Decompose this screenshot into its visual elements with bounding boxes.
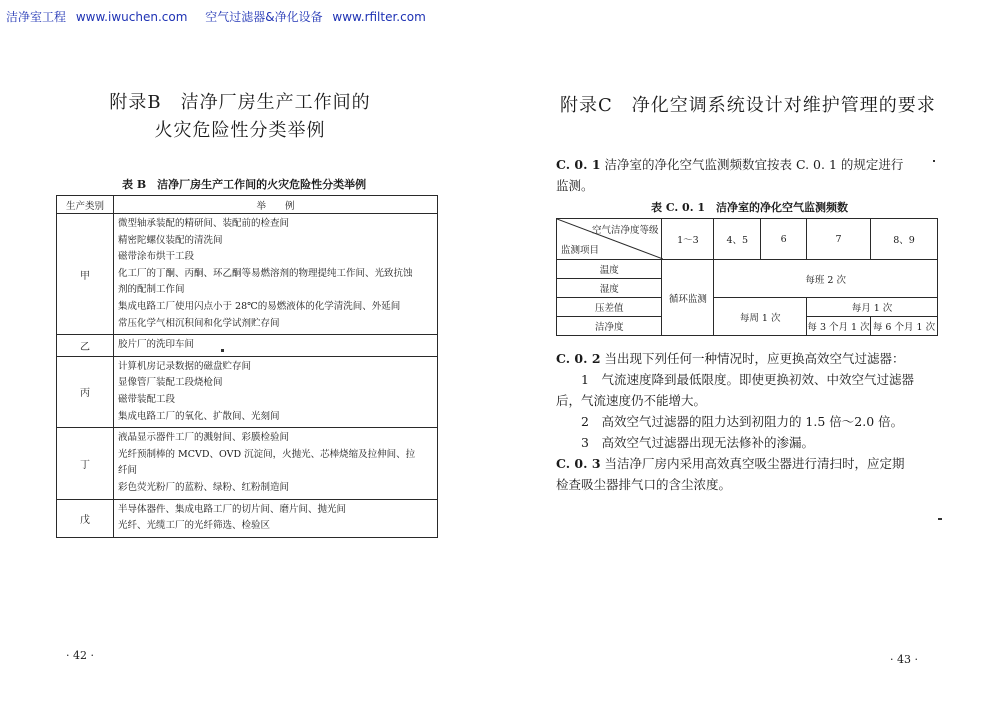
diag-level-label: 空气洁净度等级 xyxy=(591,225,659,236)
right-page xyxy=(500,0,1000,707)
table-c01-caption: 表 C. 0. 1 洁净室的净化空气监测频数 xyxy=(651,201,849,214)
example-line: 彩色荧光粉厂的蓝粉、绿粉、红粉制造间 xyxy=(118,481,290,493)
every-6-months-cell: 每 6 个月 1 次 xyxy=(871,317,938,336)
example-line: 计算机房记录数据的磁盘贮存间 xyxy=(118,360,252,372)
scan-speck xyxy=(221,349,224,352)
example-line: 常压化学气相沉积间和化学试剂贮存间 xyxy=(118,317,280,329)
item-cell: 洁净度 xyxy=(557,317,662,336)
clause-c02-intro: 当出现下列任何一种情况时，应更换高效空气过滤器： xyxy=(604,351,905,366)
example-line: 半导体器件、集成电路工厂的切片间、磨片间、抛光间 xyxy=(118,503,347,515)
cycle-monitoring-cell: 循环监测 xyxy=(662,260,714,336)
level-header: 1～3 xyxy=(662,219,714,260)
page-number-right: · 43 · xyxy=(890,653,918,666)
table-c01 xyxy=(556,218,938,336)
clause-c03-number: C. 0. 3 xyxy=(556,456,601,471)
diag-item-label: 监测项目 xyxy=(561,245,600,256)
table-b-header-examples: 举 例 xyxy=(114,196,438,214)
example-line: 精密陀螺仪装配的清洗间 xyxy=(118,234,223,246)
example-line: 集成电路工厂的氧化、扩散间、光刻间 xyxy=(118,410,280,422)
level-header: 7 xyxy=(807,219,871,260)
level-header: 8、9 xyxy=(871,219,938,260)
example-line: 纤间 xyxy=(118,465,138,477)
example-line: 微型轴承装配的精研间、装配前的检查间 xyxy=(118,218,290,229)
table-row xyxy=(57,356,438,427)
example-line: 光纤、光缆工厂的光纤筛选、检验区 xyxy=(118,520,271,532)
clause-c02-item2: 2 高效空气过滤器的阻力达到初阻力的 1.5 倍～2.0 倍。 xyxy=(581,414,904,429)
examples-cell xyxy=(114,356,438,427)
clause-c01-line2: 监测。 xyxy=(556,178,594,193)
level-header: 6 xyxy=(761,219,807,260)
per-shift-cell: 每班 2 次 xyxy=(714,260,938,298)
watermark-site1-url: www.iwuchen.com xyxy=(75,10,188,24)
weekly-cell: 每周 1 次 xyxy=(714,298,807,336)
item-cell: 温度 xyxy=(557,260,662,279)
example-line: 集成电路工厂使用闪点小于 28℃的易燃液体的化学清洗间、外延间 xyxy=(118,300,401,312)
every-3-months-cell: 每 3 个月 1 次 xyxy=(807,317,871,336)
clause-c02-item1-line1: 1 气流速度降到最低限度。即使更换初效、中效空气过滤器 xyxy=(581,372,914,387)
table-row xyxy=(57,214,438,335)
category-cell: 甲 xyxy=(57,214,114,335)
watermark-site2-url: www.rfilter.com xyxy=(332,10,426,24)
example-line: 液晶显示器件工厂的溅射间、彩膜检验间 xyxy=(118,432,290,444)
scan-speck xyxy=(938,518,942,520)
appendix-b-title-line1: 附录B 洁净厂房生产工作间的 xyxy=(109,92,371,113)
appendix-b-title-line2: 火灾危险性分类举例 xyxy=(154,120,326,141)
table-row xyxy=(57,499,438,537)
table-row xyxy=(557,298,938,317)
table-c01-header-row xyxy=(557,219,938,260)
example-line: 胶片厂的洗印车间 xyxy=(118,339,195,351)
example-line: 剂的配制工作间 xyxy=(118,284,185,296)
clause-c01-number: C. 0. 1 xyxy=(556,157,601,172)
watermark-site2-name: 空气过滤器&净化设备 xyxy=(205,10,323,24)
clause-c03-line2: 检查吸尘器排气口的含尘浓度。 xyxy=(556,477,732,492)
item-cell: 压差值 xyxy=(557,298,662,317)
example-line: 磁带装配工段 xyxy=(118,393,176,405)
example-line: 光纤预制棒的 MCVD、OVD 沉淀间，火抛光、芯棒烧缩及拉伸间、拉 xyxy=(118,448,416,460)
table-b-caption: 表 B 洁净厂房生产工作间的火灾危险性分类举例 xyxy=(122,178,367,191)
clause-c02-intro-line xyxy=(556,348,905,369)
table-row xyxy=(57,428,438,499)
table-b-header-row xyxy=(57,196,438,214)
clause-c01-text: 洁净室的净化空气监测频数宜按表 C. 0. 1 的规定进行 xyxy=(604,157,904,172)
table-row xyxy=(557,260,938,279)
clause-c02-item1-line2: 后，气流速度仍不能增大。 xyxy=(556,393,707,408)
examples-cell xyxy=(114,214,438,335)
clause-c03-text: 当洁净厂房内采用高效真空吸尘器进行清扫时，应定期 xyxy=(604,456,905,471)
table-c01-diagonal-header xyxy=(557,219,662,260)
clause-c02-number: C. 0. 2 xyxy=(556,351,601,366)
category-cell: 乙 xyxy=(57,335,114,357)
table-row xyxy=(57,335,438,357)
clause-c02-item3: 3 高效空气过滤器出现无法修补的渗漏。 xyxy=(581,435,814,450)
clause-c01-line1 xyxy=(556,154,903,175)
level-header: 4、5 xyxy=(714,219,761,260)
monthly-cell: 每月 1 次 xyxy=(807,298,938,317)
category-cell: 戊 xyxy=(57,499,114,537)
examples-cell xyxy=(114,499,438,537)
example-line: 显像管厂装配工段烧枪间 xyxy=(118,377,223,389)
category-cell: 丁 xyxy=(57,428,114,499)
examples-cell xyxy=(114,335,438,357)
page-number-left: · 42 · xyxy=(66,649,94,662)
table-b xyxy=(56,195,438,538)
scan-speck xyxy=(933,160,935,162)
example-line: 磁带涂布烘干工段 xyxy=(118,251,195,263)
clause-c03-line1 xyxy=(556,453,905,474)
appendix-c-title: 附录C 净化空调系统设计对维护管理的要求 xyxy=(560,95,936,116)
item-cell: 湿度 xyxy=(557,279,662,298)
watermark-site1-name: 洁净室工程 xyxy=(6,10,67,24)
example-line: 化工厂的丁酮、丙酮、环乙酮等易燃溶剂的物理提纯工作间、光致抗蚀 xyxy=(118,267,413,279)
examples-cell xyxy=(114,428,438,499)
table-b-header-category: 生产类别 xyxy=(57,196,114,214)
category-cell: 丙 xyxy=(57,356,114,427)
